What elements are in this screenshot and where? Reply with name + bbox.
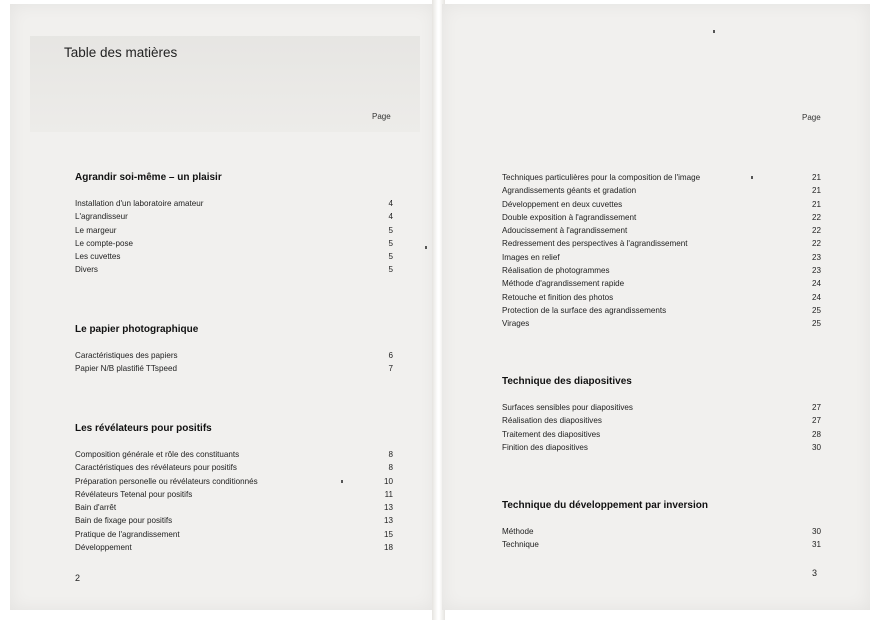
toc-entry (75, 541, 393, 554)
toc-entry-page: 13 (383, 503, 393, 513)
toc-entry-page: 5 (388, 238, 393, 248)
toc-entry (502, 304, 821, 317)
section-heading: Les révélateurs pour positifs (75, 423, 212, 434)
toc-entry-page: 10 (383, 476, 393, 486)
right-section-reversal (502, 500, 821, 552)
toc-entry (75, 210, 393, 223)
toc-entry-label: Pratique de l'agrandissement (75, 529, 180, 539)
toc-entry-page: 18 (383, 543, 393, 553)
toc-entry-label: Technique (502, 540, 539, 550)
print-speck (341, 480, 343, 483)
toc-entry-page: 31 (811, 540, 821, 550)
toc-entry-page: 25 (811, 319, 821, 329)
right-section-slides (502, 376, 821, 454)
toc-entry-page: 22 (811, 239, 821, 249)
toc-entry-page: 4 (388, 212, 393, 222)
toc-entry (502, 277, 821, 290)
toc-entry (502, 291, 821, 304)
toc-entry-page: 21 (811, 186, 821, 196)
toc-entry (502, 317, 821, 330)
toc-entry-page: 22 (811, 212, 821, 222)
toc-entry-label: Préparation personelle ou révélateurs conditionnés (75, 476, 258, 486)
toc-entry-label: Redressement des perspectives à l'agrandissement (502, 239, 688, 249)
toc-entry-page: 5 (388, 252, 393, 262)
page-number-right: 3 (812, 568, 818, 578)
toc-entry-label: Bain de fixage pour positifs (75, 516, 173, 526)
toc-entry (75, 475, 393, 488)
toc-entry (502, 401, 821, 414)
toc-entry (502, 237, 821, 250)
toc-entry-label: Développement en deux cuvettes (502, 199, 623, 209)
left-section-developers (75, 423, 393, 554)
toc-entry-page: 27 (811, 416, 821, 426)
toc-entry-label: Virages (502, 319, 530, 329)
toc-entry (75, 501, 393, 514)
toc-entry (502, 414, 821, 427)
toc-entry (502, 184, 821, 197)
toc-entry-label: Le compte-pose (75, 238, 134, 248)
toc-entry-page: 28 (811, 429, 821, 439)
toc-entry (75, 224, 393, 237)
toc-entry-label: L'agrandisseur (75, 212, 128, 222)
toc-entry-page: 21 (811, 173, 821, 182)
toc-entry-page: 23 (811, 252, 821, 262)
toc-entry-page: 5 (388, 225, 393, 235)
toc-entry (502, 198, 821, 211)
toc-entry-label: Bain d'arrêt (75, 503, 117, 513)
toc-entry-page: 15 (383, 529, 393, 539)
toc-entry-label: Adoucissement à l'agrandissement (502, 226, 628, 236)
print-speck (425, 246, 427, 249)
section-heading: Agrandir soi-même – un plaisir (75, 172, 222, 183)
toc-entry-label: Méthode (502, 527, 534, 536)
toc-entry-page: 23 (811, 266, 821, 276)
toc-entry (502, 525, 821, 538)
right-section-techniques (502, 171, 821, 331)
toc-entry-label: Papier N/B plastifié TTspeed (75, 364, 177, 374)
toc-entry-page: 27 (811, 403, 821, 412)
toc-entry-label: Composition générale et rôle des constituants (75, 450, 240, 459)
toc-entry-page: 21 (811, 199, 821, 209)
page-title: Table des matières (64, 45, 178, 60)
print-speck (751, 176, 753, 179)
left-section-enlarging (75, 172, 393, 277)
toc-entry-label: Finition des diapositives (502, 442, 588, 452)
right-page-column-header: Page (802, 113, 821, 122)
toc-entry (502, 211, 821, 224)
toc-entry (75, 488, 393, 501)
toc-entry-label: Les cuvettes (75, 252, 121, 262)
toc-entry-label: Protection de la surface des agrandissements (502, 305, 667, 315)
toc-entry-page: 6 (388, 351, 393, 360)
toc-entry (75, 349, 393, 362)
toc-entry-page: 13 (383, 516, 393, 526)
toc-entry-label: Développement (75, 543, 132, 553)
left-section-paper (75, 324, 393, 376)
toc-entry-page: 30 (811, 442, 821, 452)
toc-entry-label: Surfaces sensibles pour diapositives (502, 403, 633, 412)
toc-entry-label: Divers (75, 265, 98, 275)
toc-entry-label: Réalisation de photogrammes (502, 266, 610, 276)
toc-entry-label: Traitement des diapositives (502, 429, 601, 439)
section-heading: Technique des diapositives (502, 376, 632, 387)
toc-entry-label: Retouche et finition des photos (502, 292, 614, 302)
toc-entry (75, 237, 393, 250)
toc-entry (75, 514, 393, 527)
toc-entry-page: 22 (811, 226, 821, 236)
toc-entry-label: Images en relief (502, 252, 560, 262)
page-number-left: 2 (75, 573, 81, 583)
toc-entry-label: Réalisation des diapositives (502, 416, 602, 426)
toc-entry-label: Révélateurs Tetenal pour positifs (75, 489, 193, 499)
toc-entry-page: 24 (811, 292, 821, 302)
left-page-column-header: Page (372, 112, 391, 121)
toc-entry-label: Techniques particulières pour la composition de l'image (502, 173, 701, 182)
toc-entry (502, 441, 821, 454)
toc-entry (75, 250, 393, 263)
toc-entry-label: Agrandissements géants et gradation (502, 186, 637, 196)
toc-entry-page: 8 (388, 450, 393, 459)
print-speck (713, 30, 715, 33)
toc-entry (502, 224, 821, 237)
toc-entry-label: Double exposition à l'agrandissement (502, 212, 637, 222)
toc-entry-label: Méthode d'agrandissement rapide (502, 279, 625, 289)
toc-entry-page: 8 (388, 463, 393, 473)
section-heading: Le papier photographique (75, 324, 199, 335)
toc-entry (75, 461, 393, 474)
toc-entry (502, 251, 821, 264)
toc-entry-page: 30 (811, 527, 821, 536)
toc-entry (502, 171, 821, 184)
toc-entry (75, 448, 393, 461)
toc-entry-label: Caractéristiques des papiers (75, 351, 178, 360)
toc-entry (75, 362, 393, 375)
toc-entry-page: 5 (388, 265, 393, 275)
toc-entry (75, 197, 393, 210)
toc-entry-page: 24 (811, 279, 821, 289)
toc-entry (75, 528, 393, 541)
toc-entry-page: 11 (384, 489, 393, 499)
toc-entry-page: 4 (388, 199, 393, 208)
toc-entry (502, 264, 821, 277)
toc-entry-page: 25 (811, 305, 821, 315)
toc-entry (502, 428, 821, 441)
toc-entry-label: Installation d'un laboratoire amateur (75, 199, 204, 208)
toc-entry-label: Le margeur (75, 225, 117, 235)
toc-entry-page: 7 (388, 364, 393, 374)
section-heading: Technique du développement par inversion (502, 500, 708, 511)
toc-entry (75, 263, 393, 276)
toc-entry (502, 538, 821, 551)
toc-entry-label: Caractéristiques des révélateurs pour positifs (75, 463, 237, 473)
